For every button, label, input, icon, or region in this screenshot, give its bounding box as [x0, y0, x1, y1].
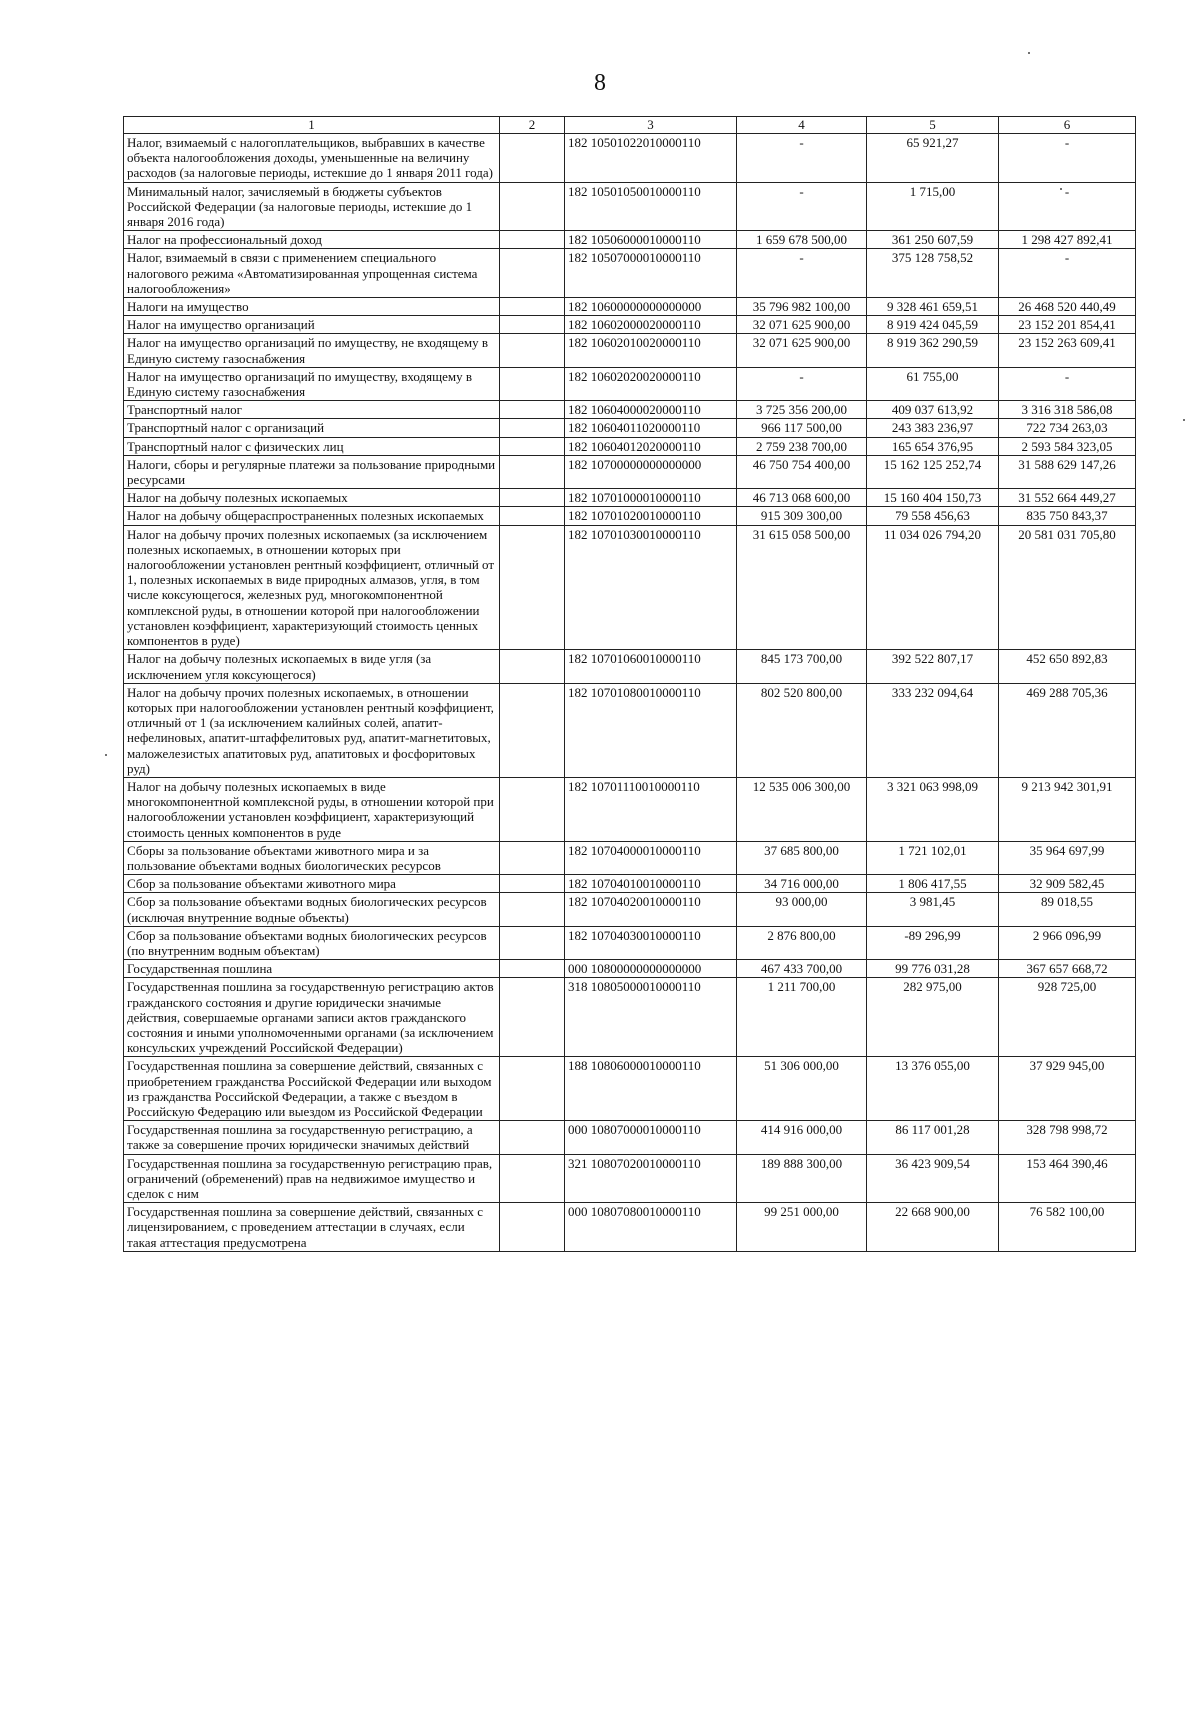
- row-column-5-cell: 392 522 807,17: [867, 650, 999, 683]
- row-name-cell: Государственная пошлина за государственную регистрацию, а также за совершение прочих юридически значимых действий: [124, 1121, 500, 1154]
- row-column-4-cell: 2 876 800,00: [737, 926, 867, 959]
- table-row: [124, 334, 1136, 367]
- row-code-cell: 182 10602020020000110: [565, 367, 737, 400]
- row-column-5-cell: 13 376 055,00: [867, 1057, 999, 1121]
- row-column-4-cell: 34 716 000,00: [737, 875, 867, 893]
- table-row: [124, 316, 1136, 334]
- row-code-cell: 182 10701000010000110: [565, 489, 737, 507]
- row-name-cell: Налог на добычу общераспространенных полезных ископаемых: [124, 507, 500, 525]
- row-column-4-cell: 915 309 300,00: [737, 507, 867, 525]
- row-column-4-cell: 3 725 356 200,00: [737, 401, 867, 419]
- row-name-cell: Государственная пошлина за государственную регистрацию актов гражданского состояния и другие юридически значимые действия, совершаемые органами записи актов гражданского состояния и иными уполномоченными органами (за исключением консульских учреждений Российской Федерации): [124, 978, 500, 1057]
- row-name-cell: Транспортный налог с организаций: [124, 419, 500, 437]
- row-column-5-cell: -89 296,99: [867, 926, 999, 959]
- row-code-cell: 182 10600000000000000: [565, 298, 737, 316]
- table-row: [124, 419, 1136, 437]
- row-name-cell: Налог на имущество организаций по имуществу, не входящему в Единую систему газоснабжения: [124, 334, 500, 367]
- row-column-6-cell: -: [999, 134, 1136, 183]
- row-column-6-cell: 20 581 031 705,80: [999, 525, 1136, 650]
- row-name-cell: Налог на добычу полезных ископаемых в виде многокомпонентной комплексной руды, в отношении которой при налогообложении установлен коэффициент, характеризующий стоимость ценных компонентов в руде: [124, 777, 500, 841]
- row-column-6-cell: 23 152 263 609,41: [999, 334, 1136, 367]
- row-name-cell: Транспортный налог: [124, 401, 500, 419]
- row-code-cell: 182 10704010010000110: [565, 875, 737, 893]
- row-column-2-cell: [500, 525, 565, 650]
- row-column-2-cell: [500, 893, 565, 926]
- column-header-5: 5: [867, 117, 999, 134]
- row-column-2-cell: [500, 841, 565, 874]
- table-row: [124, 893, 1136, 926]
- row-column-6-cell: 153 464 390,46: [999, 1154, 1136, 1203]
- row-column-2-cell: [500, 367, 565, 400]
- row-column-4-cell: 1 659 678 500,00: [737, 231, 867, 249]
- scan-speck: [105, 754, 107, 756]
- row-column-2-cell: [500, 419, 565, 437]
- row-code-cell: 000 10800000000000000: [565, 960, 737, 978]
- row-code-cell: 182 10701110010000110: [565, 777, 737, 841]
- row-code-cell: 182 10604012020000110: [565, 437, 737, 455]
- row-column-5-cell: 8 919 362 290,59: [867, 334, 999, 367]
- row-column-4-cell: 37 685 800,00: [737, 841, 867, 874]
- row-column-4-cell: 467 433 700,00: [737, 960, 867, 978]
- scan-speck: [1028, 52, 1030, 54]
- column-header-2: 2: [500, 117, 565, 134]
- row-column-2-cell: [500, 926, 565, 959]
- row-column-4-cell: 802 520 800,00: [737, 683, 867, 777]
- row-name-cell: Сбор за пользование объектами водных биологических ресурсов (по внутренним водным объектам): [124, 926, 500, 959]
- row-column-2-cell: [500, 875, 565, 893]
- row-column-6-cell: 835 750 843,37: [999, 507, 1136, 525]
- column-header-3: 3: [565, 117, 737, 134]
- row-column-6-cell: 32 909 582,45: [999, 875, 1136, 893]
- row-column-5-cell: 165 654 376,95: [867, 437, 999, 455]
- table-row: [124, 875, 1136, 893]
- row-code-cell: 318 10805000010000110: [565, 978, 737, 1057]
- row-name-cell: Налог на имущество организаций по имуществу, входящему в Единую систему газоснабжения: [124, 367, 500, 400]
- row-column-5-cell: 22 668 900,00: [867, 1203, 999, 1252]
- row-column-2-cell: [500, 960, 565, 978]
- row-column-5-cell: 86 117 001,28: [867, 1121, 999, 1154]
- row-column-4-cell: 51 306 000,00: [737, 1057, 867, 1121]
- table-row: [124, 507, 1136, 525]
- table-row: [124, 1057, 1136, 1121]
- row-column-4-cell: 99 251 000,00: [737, 1203, 867, 1252]
- row-column-5-cell: 333 232 094,64: [867, 683, 999, 777]
- row-column-6-cell: 2 966 096,99: [999, 926, 1136, 959]
- row-column-6-cell: 26 468 520 440,49: [999, 298, 1136, 316]
- table-row: [124, 182, 1136, 231]
- row-column-6-cell: 31 588 629 147,26: [999, 455, 1136, 488]
- row-column-5-cell: 61 755,00: [867, 367, 999, 400]
- table-row: [124, 455, 1136, 488]
- row-column-6-cell: 37 929 945,00: [999, 1057, 1136, 1121]
- row-column-4-cell: 189 888 300,00: [737, 1154, 867, 1203]
- table-row: [124, 841, 1136, 874]
- row-column-6-cell: -: [999, 249, 1136, 298]
- row-column-6-cell: 722 734 263,03: [999, 419, 1136, 437]
- row-column-4-cell: 93 000,00: [737, 893, 867, 926]
- row-column-4-cell: 966 117 500,00: [737, 419, 867, 437]
- row-column-4-cell: 32 071 625 900,00: [737, 334, 867, 367]
- row-column-4-cell: -: [737, 367, 867, 400]
- row-column-6-cell: 3 316 318 586,08: [999, 401, 1136, 419]
- row-column-2-cell: [500, 489, 565, 507]
- row-code-cell: 182 10501050010000110: [565, 182, 737, 231]
- row-column-6-cell: -: [999, 367, 1136, 400]
- row-column-2-cell: [500, 437, 565, 455]
- scan-speck: [1060, 188, 1062, 190]
- row-column-5-cell: 282 975,00: [867, 978, 999, 1057]
- row-column-6-cell: 23 152 201 854,41: [999, 316, 1136, 334]
- row-name-cell: Налоги на имущество: [124, 298, 500, 316]
- header-row: [124, 117, 1136, 134]
- row-code-cell: 000 10807000010000110: [565, 1121, 737, 1154]
- row-name-cell: Сбор за пользование объектами животного мира: [124, 875, 500, 893]
- row-column-2-cell: [500, 507, 565, 525]
- budget-revenue-table: [123, 116, 1136, 1252]
- row-column-2-cell: [500, 683, 565, 777]
- row-column-4-cell: -: [737, 182, 867, 231]
- row-column-6-cell: 328 798 998,72: [999, 1121, 1136, 1154]
- row-column-5-cell: 8 919 424 045,59: [867, 316, 999, 334]
- table-row: [124, 1154, 1136, 1203]
- row-code-cell: 182 10507000010000110: [565, 249, 737, 298]
- row-code-cell: 182 10501022010000110: [565, 134, 737, 183]
- row-column-6-cell: 35 964 697,99: [999, 841, 1136, 874]
- row-column-5-cell: 15 162 125 252,74: [867, 455, 999, 488]
- column-header-6: 6: [999, 117, 1136, 134]
- row-column-6-cell: 928 725,00: [999, 978, 1136, 1057]
- table-row: [124, 978, 1136, 1057]
- row-column-2-cell: [500, 182, 565, 231]
- row-column-2-cell: [500, 455, 565, 488]
- row-column-6-cell: 2 593 584 323,05: [999, 437, 1136, 455]
- row-column-5-cell: 1 715,00: [867, 182, 999, 231]
- row-column-2-cell: [500, 1057, 565, 1121]
- row-name-cell: Государственная пошлина за государственную регистрацию прав, ограничений (обременений) прав на недвижимое имущество и сделок с ним: [124, 1154, 500, 1203]
- row-name-cell: Сбор за пользование объектами водных биологических ресурсов (исключая внутренние водные объекты): [124, 893, 500, 926]
- row-name-cell: Налог на добычу полезных ископаемых в виде угля (за исключением угля коксующегося): [124, 650, 500, 683]
- row-column-5-cell: 36 423 909,54: [867, 1154, 999, 1203]
- row-column-6-cell: 1 298 427 892,41: [999, 231, 1136, 249]
- table-body: [124, 134, 1136, 1252]
- row-column-6-cell: 76 582 100,00: [999, 1203, 1136, 1252]
- row-column-5-cell: 409 037 613,92: [867, 401, 999, 419]
- row-column-2-cell: [500, 334, 565, 367]
- row-column-4-cell: -: [737, 134, 867, 183]
- row-name-cell: Налог на добычу полезных ископаемых: [124, 489, 500, 507]
- row-column-5-cell: 243 383 236,97: [867, 419, 999, 437]
- row-column-2-cell: [500, 134, 565, 183]
- row-name-cell: Налог на добычу прочих полезных ископаемых (за исключением полезных ископаемых, в отношении которых при налогообложении установлен рентный коэффициент, отличный от 1, полезных ископаемых в виде природных алмазов, угля, в том числе коксующегося, железных руд, многокомпонентной комплексной руды, в отношении которой при налогообложении установлен коэффициент, характеризующий стоимость ценных компонентов в руде): [124, 525, 500, 650]
- row-column-4-cell: 1 211 700,00: [737, 978, 867, 1057]
- table-row: [124, 231, 1136, 249]
- row-column-5-cell: 99 776 031,28: [867, 960, 999, 978]
- row-code-cell: 182 10506000010000110: [565, 231, 737, 249]
- row-name-cell: Государственная пошлина за совершение действий, связанных с приобретением гражданства Российской Федерации или выходом из гражданства Российской Федерации, а также с въездом в Российскую Федерацию или выездом из Российской Федерации: [124, 1057, 500, 1121]
- row-name-cell: Налог, взимаемый в связи с применением специального налогового режима «Автоматизированная упрощенная система налогообложения»: [124, 249, 500, 298]
- row-code-cell: 321 10807020010000110: [565, 1154, 737, 1203]
- row-column-2-cell: [500, 777, 565, 841]
- row-column-2-cell: [500, 1154, 565, 1203]
- row-column-2-cell: [500, 1121, 565, 1154]
- scan-speck: [1183, 419, 1185, 421]
- table-row: [124, 401, 1136, 419]
- row-name-cell: Государственная пошлина за совершение действий, связанных с лицензированием, с проведением аттестации в случаях, если такая аттестация предусмотрена: [124, 1203, 500, 1252]
- row-column-2-cell: [500, 978, 565, 1057]
- table-row: [124, 298, 1136, 316]
- row-code-cell: 182 10701020010000110: [565, 507, 737, 525]
- table-row: [124, 367, 1136, 400]
- table-row: [124, 683, 1136, 777]
- row-column-2-cell: [500, 1203, 565, 1252]
- row-code-cell: 182 10602000020000110: [565, 316, 737, 334]
- row-column-5-cell: 3 321 063 998,09: [867, 777, 999, 841]
- row-code-cell: 000 10807080010000110: [565, 1203, 737, 1252]
- row-column-5-cell: 1 721 102,01: [867, 841, 999, 874]
- row-column-5-cell: 15 160 404 150,73: [867, 489, 999, 507]
- table-header: [124, 117, 1136, 134]
- row-code-cell: 182 10602010020000110: [565, 334, 737, 367]
- row-code-cell: 182 10704000010000110: [565, 841, 737, 874]
- row-name-cell: Сборы за пользование объектами животного мира и за пользование объектами водных биологических ресурсов: [124, 841, 500, 874]
- row-code-cell: 182 10701030010000110: [565, 525, 737, 650]
- row-column-2-cell: [500, 650, 565, 683]
- row-name-cell: Налог на имущество организаций: [124, 316, 500, 334]
- table-row: [124, 650, 1136, 683]
- row-column-6-cell: 469 288 705,36: [999, 683, 1136, 777]
- row-column-4-cell: -: [737, 249, 867, 298]
- row-code-cell: 182 10704030010000110: [565, 926, 737, 959]
- row-column-6-cell: 452 650 892,83: [999, 650, 1136, 683]
- row-column-5-cell: 1 806 417,55: [867, 875, 999, 893]
- row-column-6-cell: -: [999, 182, 1136, 231]
- row-code-cell: 182 10701060010000110: [565, 650, 737, 683]
- row-column-4-cell: 414 916 000,00: [737, 1121, 867, 1154]
- row-column-6-cell: 9 213 942 301,91: [999, 777, 1136, 841]
- row-column-5-cell: 3 981,45: [867, 893, 999, 926]
- page-number: 8: [594, 70, 606, 96]
- row-column-5-cell: 65 921,27: [867, 134, 999, 183]
- row-column-5-cell: 9 328 461 659,51: [867, 298, 999, 316]
- row-column-4-cell: 845 173 700,00: [737, 650, 867, 683]
- row-column-2-cell: [500, 401, 565, 419]
- column-header-1: 1: [124, 117, 500, 134]
- row-column-4-cell: 46 713 068 600,00: [737, 489, 867, 507]
- row-column-4-cell: 12 535 006 300,00: [737, 777, 867, 841]
- table-row: [124, 1121, 1136, 1154]
- row-column-5-cell: 79 558 456,63: [867, 507, 999, 525]
- row-column-4-cell: 46 750 754 400,00: [737, 455, 867, 488]
- table-row: [124, 1203, 1136, 1252]
- row-column-4-cell: 2 759 238 700,00: [737, 437, 867, 455]
- row-code-cell: 182 10604011020000110: [565, 419, 737, 437]
- row-name-cell: Налог на профессиональный доход: [124, 231, 500, 249]
- row-column-2-cell: [500, 316, 565, 334]
- table-row: [124, 525, 1136, 650]
- table-row: [124, 960, 1136, 978]
- row-column-2-cell: [500, 231, 565, 249]
- table-row: [124, 249, 1136, 298]
- table-row: [124, 777, 1136, 841]
- row-name-cell: Минимальный налог, зачисляемый в бюджеты субъектов Российской Федерации (за налоговые периоды, истекшие до 1 января 2016 года): [124, 182, 500, 231]
- row-name-cell: Государственная пошлина: [124, 960, 500, 978]
- row-code-cell: 182 10700000000000000: [565, 455, 737, 488]
- row-code-cell: 188 10806000010000110: [565, 1057, 737, 1121]
- row-column-2-cell: [500, 298, 565, 316]
- row-code-cell: 182 10604000020000110: [565, 401, 737, 419]
- row-code-cell: 182 10704020010000110: [565, 893, 737, 926]
- row-column-6-cell: 367 657 668,72: [999, 960, 1136, 978]
- row-column-4-cell: 32 071 625 900,00: [737, 316, 867, 334]
- table-row: [124, 134, 1136, 183]
- row-name-cell: Налог на добычу прочих полезных ископаемых, в отношении которых при налогообложении установлен рентный коэффициент, отличный от 1 (за исключением калийных солей, апатит-нефелиновых, апатит-штаффелитовых руд, апатит-магнетитовых, маложелезистых апатитовых руд, апатитовых и фосфоритовых руд): [124, 683, 500, 777]
- row-column-2-cell: [500, 249, 565, 298]
- row-column-6-cell: 31 552 664 449,27: [999, 489, 1136, 507]
- row-column-5-cell: 11 034 026 794,20: [867, 525, 999, 650]
- row-name-cell: Налог, взимаемый с налогоплательщиков, выбравших в качестве объекта налогообложения доходы, уменьшенные на величину расходов (за налоговые периоды, истекшие до 1 января 2011 года): [124, 134, 500, 183]
- table-row: [124, 926, 1136, 959]
- row-column-6-cell: 89 018,55: [999, 893, 1136, 926]
- column-header-4: 4: [737, 117, 867, 134]
- row-name-cell: Налоги, сборы и регулярные платежи за пользование природными ресурсами: [124, 455, 500, 488]
- table-row: [124, 489, 1136, 507]
- row-column-5-cell: 375 128 758,52: [867, 249, 999, 298]
- table-row: [124, 437, 1136, 455]
- row-column-4-cell: 35 796 982 100,00: [737, 298, 867, 316]
- row-code-cell: 182 10701080010000110: [565, 683, 737, 777]
- row-column-4-cell: 31 615 058 500,00: [737, 525, 867, 650]
- row-column-5-cell: 361 250 607,59: [867, 231, 999, 249]
- row-name-cell: Транспортный налог с физических лиц: [124, 437, 500, 455]
